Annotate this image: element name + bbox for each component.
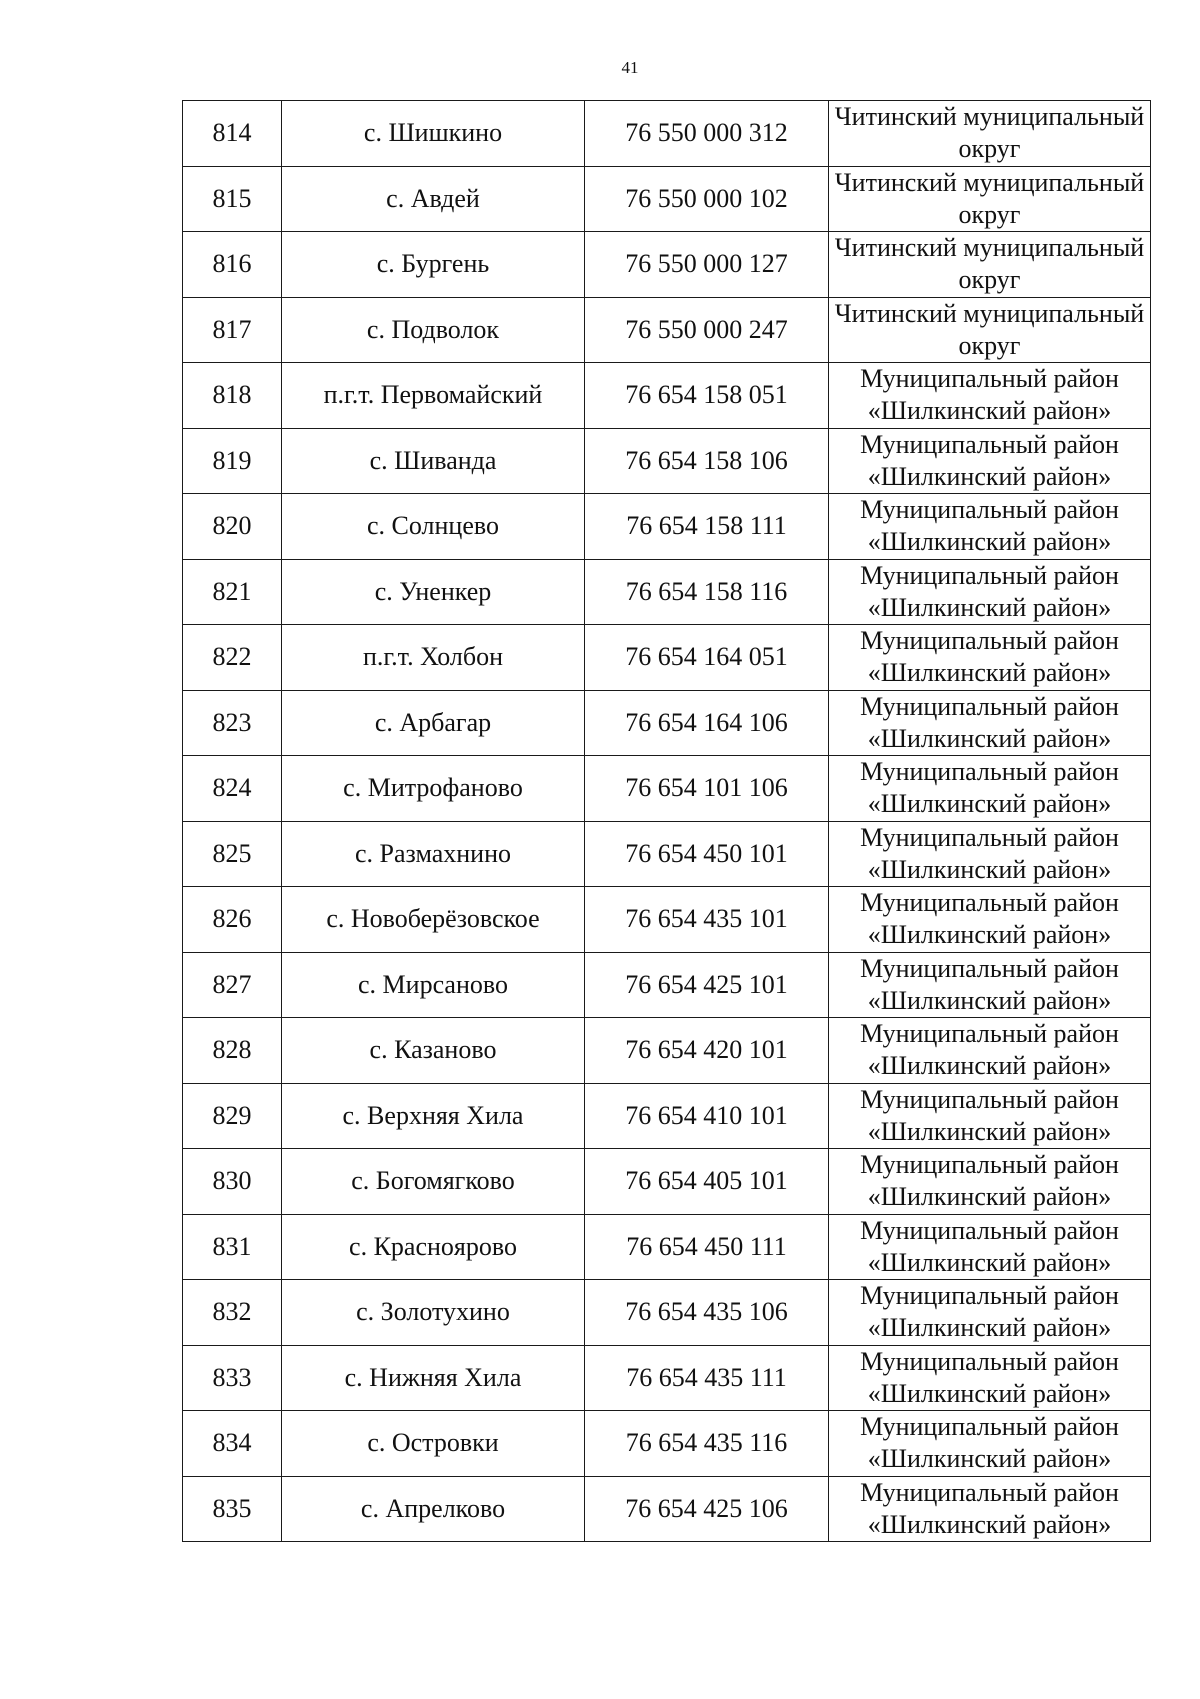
table-row	[183, 1149, 1151, 1215]
row-number-cell: 814	[183, 101, 282, 167]
district-cell	[829, 232, 1151, 298]
table-row	[183, 887, 1151, 953]
oktmo-code-cell: 76 654 435 111	[585, 1345, 829, 1411]
table-row	[183, 1280, 1151, 1346]
oktmo-code-cell: 76 654 405 101	[585, 1149, 829, 1215]
row-number-cell: 823	[183, 690, 282, 756]
oktmo-code-cell: 76 550 000 312	[585, 101, 829, 167]
row-number-cell: 824	[183, 756, 282, 822]
settlement-name-cell: с. Авдей	[282, 166, 585, 232]
oktmo-code-cell: 76 654 158 116	[585, 559, 829, 625]
district-text: Муниципальный район «Шилкинский район»	[860, 691, 1119, 753]
row-number-cell: 821	[183, 559, 282, 625]
oktmo-code-cell: 76 654 158 106	[585, 428, 829, 494]
settlement-name-cell: с. Мирсаново	[282, 952, 585, 1018]
row-number-cell: 816	[183, 232, 282, 298]
settlement-name-cell: с. Размахнино	[282, 821, 585, 887]
district-cell	[829, 1411, 1151, 1477]
district-cell	[829, 690, 1151, 756]
oktmo-code-cell: 76 654 425 106	[585, 1476, 829, 1542]
district-cell	[829, 952, 1151, 1018]
district-cell	[829, 559, 1151, 625]
settlement-name-cell: с. Казаново	[282, 1018, 585, 1084]
district-cell	[829, 756, 1151, 822]
settlement-name-cell: с. Краснoярово	[282, 1214, 585, 1280]
settlement-name-cell: с. Бургень	[282, 232, 585, 298]
settlement-name-cell: с. Апрелково	[282, 1476, 585, 1542]
district-cell	[829, 1083, 1151, 1149]
oktmo-code-cell: 76 654 420 101	[585, 1018, 829, 1084]
settlement-name-cell: с. Островки	[282, 1411, 585, 1477]
settlements-table	[182, 100, 1151, 1542]
table-row	[183, 297, 1151, 363]
oktmo-code-cell: 76 654 450 101	[585, 821, 829, 887]
table-row	[183, 690, 1151, 756]
district-text: Муниципальный район «Шилкинский район»	[860, 1412, 1119, 1474]
table-row	[183, 821, 1151, 887]
row-number-cell: 831	[183, 1214, 282, 1280]
settlement-name-cell: с. Новоберёзовское	[282, 887, 585, 953]
oktmo-code-cell: 76 654 164 051	[585, 625, 829, 691]
table-row	[183, 101, 1151, 167]
table-row	[183, 232, 1151, 298]
table-row	[183, 559, 1151, 625]
district-text: Муниципальный район «Шилкинский район»	[860, 1215, 1119, 1277]
district-text: Муниципальный район «Шилкинский район»	[860, 1084, 1119, 1146]
settlement-name-cell: с. Шиванда	[282, 428, 585, 494]
settlement-name-cell: п.г.т. Первомайский	[282, 363, 585, 429]
oktmo-code-cell: 76 654 435 106	[585, 1280, 829, 1346]
district-cell	[829, 887, 1151, 953]
settlement-name-cell: с. Митрофаново	[282, 756, 585, 822]
page-number: 41	[621, 58, 639, 77]
district-text: Муниципальный район «Шилкинский район»	[860, 757, 1119, 819]
row-number-cell: 832	[183, 1280, 282, 1346]
oktmo-code-cell: 76 654 101 106	[585, 756, 829, 822]
table-row	[183, 1214, 1151, 1280]
settlement-name-cell: с. Нижняя Хила	[282, 1345, 585, 1411]
oktmo-code-cell: 76 550 000 127	[585, 232, 829, 298]
district-cell	[829, 1345, 1151, 1411]
settlement-name-cell: п.г.т. Холбон	[282, 625, 585, 691]
table-row	[183, 363, 1151, 429]
row-number-cell: 815	[183, 166, 282, 232]
row-number-cell: 825	[183, 821, 282, 887]
district-text: Читинский муниципальный округ	[834, 167, 1145, 229]
row-number-cell: 817	[183, 297, 282, 363]
table-row	[183, 1083, 1151, 1149]
district-cell	[829, 821, 1151, 887]
oktmo-code-cell: 76 654 435 116	[585, 1411, 829, 1477]
district-cell	[829, 494, 1151, 560]
row-number-cell: 818	[183, 363, 282, 429]
settlement-name-cell: с. Шишкино	[282, 101, 585, 167]
district-cell	[829, 363, 1151, 429]
district-text: Муниципальный район «Шилкинский район»	[860, 1150, 1119, 1212]
settlement-name-cell: с. Золотухино	[282, 1280, 585, 1346]
district-text: Муниципальный район «Шилкинский район»	[860, 560, 1119, 622]
oktmo-code-cell: 76 654 158 051	[585, 363, 829, 429]
oktmo-code-cell: 76 654 435 101	[585, 887, 829, 953]
oktmo-code-cell: 76 654 164 106	[585, 690, 829, 756]
district-cell	[829, 625, 1151, 691]
table-row	[183, 625, 1151, 691]
district-cell	[829, 428, 1151, 494]
settlement-name-cell: с. Уненкер	[282, 559, 585, 625]
row-number-cell: 826	[183, 887, 282, 953]
row-number-cell: 830	[183, 1149, 282, 1215]
row-number-cell: 820	[183, 494, 282, 560]
row-number-cell: 834	[183, 1411, 282, 1477]
table-row	[183, 428, 1151, 494]
table-row	[183, 1411, 1151, 1477]
district-cell	[829, 101, 1151, 167]
table-row	[183, 756, 1151, 822]
district-text: Муниципальный район «Шилкинский район»	[860, 1346, 1119, 1408]
row-number-cell: 827	[183, 952, 282, 1018]
district-text: Муниципальный район «Шилкинский район»	[860, 429, 1119, 491]
district-text: Муниципальный район «Шилкинский район»	[860, 953, 1119, 1015]
district-cell	[829, 1149, 1151, 1215]
table-row	[183, 1018, 1151, 1084]
district-text: Читинский муниципальный округ	[834, 298, 1145, 360]
row-number-cell: 819	[183, 428, 282, 494]
oktmo-code-cell: 76 550 000 102	[585, 166, 829, 232]
district-cell	[829, 166, 1151, 232]
oktmo-code-cell: 76 550 000 247	[585, 297, 829, 363]
district-text: Муниципальный район «Шилкинский район»	[860, 1281, 1119, 1343]
table-row	[183, 494, 1151, 560]
district-cell	[829, 1280, 1151, 1346]
district-text: Муниципальный район «Шилкинский район»	[860, 1477, 1119, 1539]
district-text: Читинский муниципальный округ	[834, 102, 1145, 164]
row-number-cell: 833	[183, 1345, 282, 1411]
district-cell	[829, 1214, 1151, 1280]
oktmo-code-cell: 76 654 425 101	[585, 952, 829, 1018]
settlement-name-cell: с. Арбагар	[282, 690, 585, 756]
district-text: Муниципальный район «Шилкинский район»	[860, 888, 1119, 950]
row-number-cell: 829	[183, 1083, 282, 1149]
table-row	[183, 1345, 1151, 1411]
settlement-name-cell: с. Подволок	[282, 297, 585, 363]
district-cell	[829, 1018, 1151, 1084]
row-number-cell: 822	[183, 625, 282, 691]
district-text: Муниципальный район «Шилкинский район»	[860, 626, 1119, 688]
settlement-name-cell: с. Солнцево	[282, 494, 585, 560]
district-text: Муниципальный район «Шилкинский район»	[860, 822, 1119, 884]
table-row	[183, 1476, 1151, 1542]
district-text: Читинский муниципальный округ	[834, 233, 1145, 295]
row-number-cell: 835	[183, 1476, 282, 1542]
table-row	[183, 166, 1151, 232]
table-body	[183, 101, 1151, 1542]
district-text: Муниципальный район «Шилкинский район»	[860, 1019, 1119, 1081]
district-text: Муниципальный район «Шилкинский район»	[860, 364, 1119, 426]
oktmo-code-cell: 76 654 410 101	[585, 1083, 829, 1149]
settlement-name-cell: с. Богомягково	[282, 1149, 585, 1215]
district-cell	[829, 1476, 1151, 1542]
settlement-name-cell: с. Верхняя Хила	[282, 1083, 585, 1149]
district-cell	[829, 297, 1151, 363]
oktmo-code-cell: 76 654 450 111	[585, 1214, 829, 1280]
row-number-cell: 828	[183, 1018, 282, 1084]
oktmo-code-cell: 76 654 158 111	[585, 494, 829, 560]
table-row	[183, 952, 1151, 1018]
district-text: Муниципальный район «Шилкинский район»	[860, 495, 1119, 557]
